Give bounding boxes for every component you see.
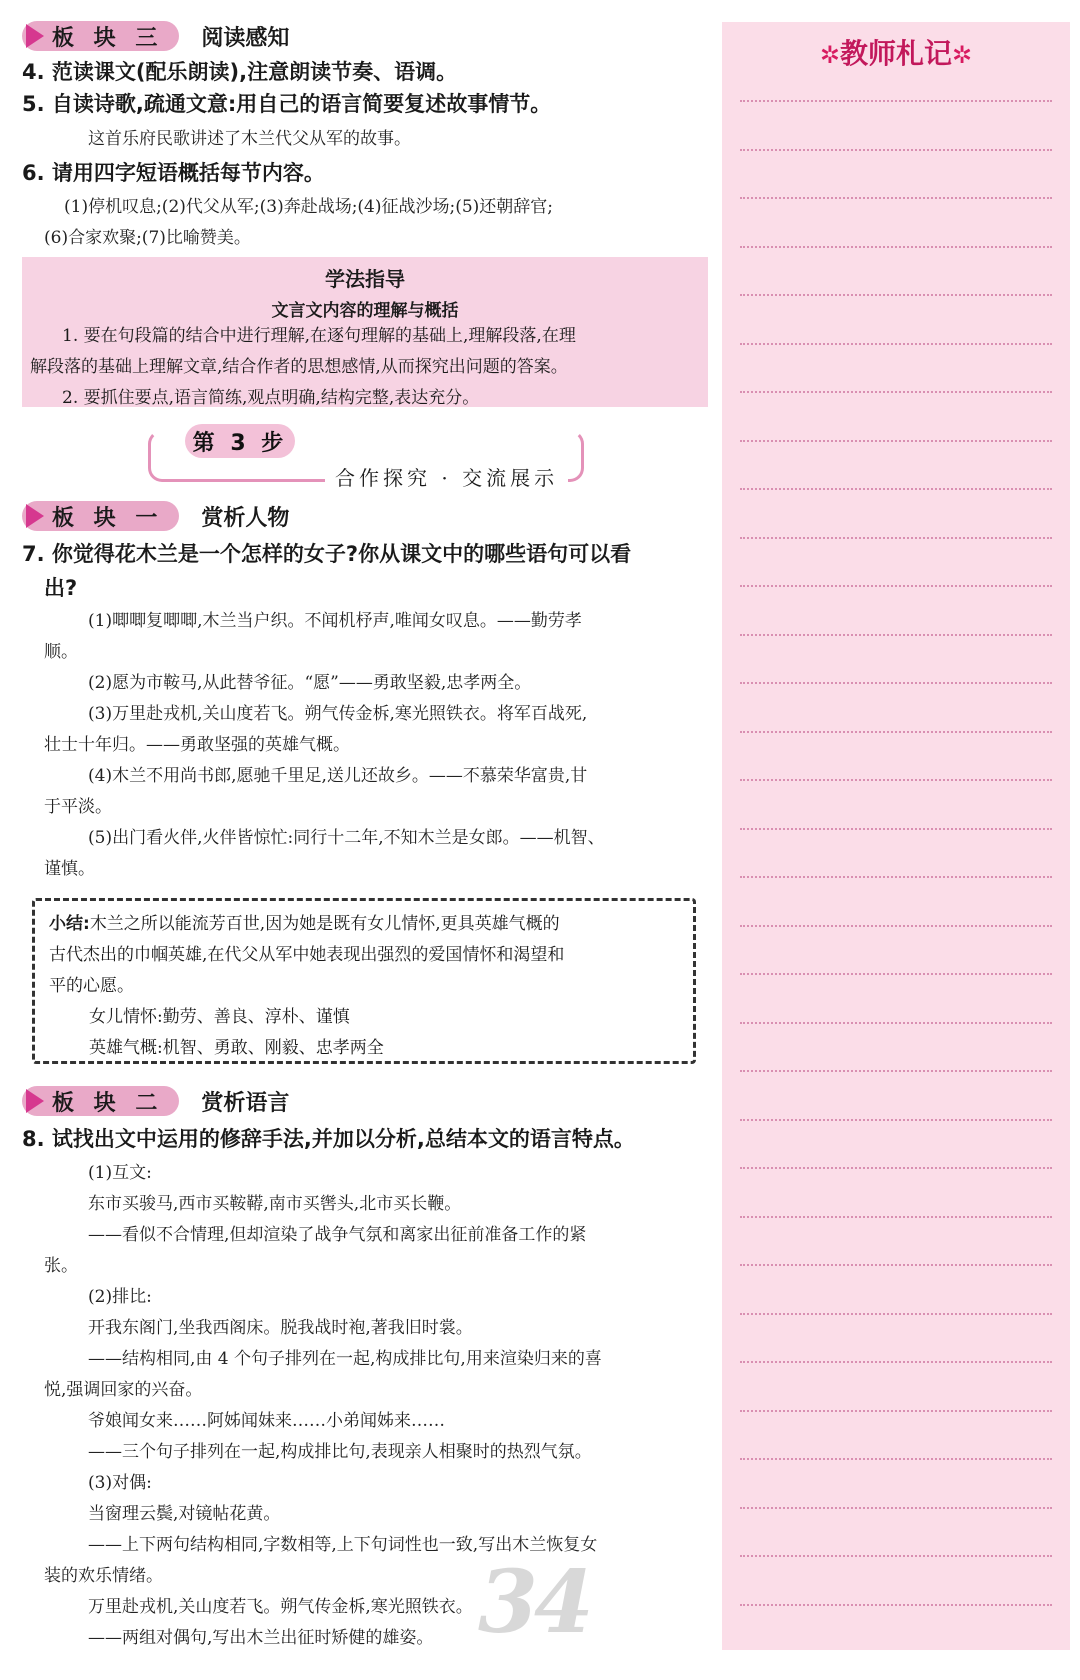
question-6: 6. 请用四字短语概括每节内容。 [22, 161, 325, 185]
note-line [740, 682, 1052, 684]
answer-8-l4: 张。 [44, 1256, 78, 1276]
answer-7-1-line2: 顺。 [44, 642, 78, 662]
answer-5: 这首乐府民歌讲述了木兰代父从军的故事。 [88, 129, 411, 149]
answer-8-l10: ——三个句子排列在一起,构成排比句,表现亲人相聚时的热烈气氛。 [88, 1442, 592, 1462]
answer-8-l9: 爷娘闻女来……阿姊闻妹来……小弟闻姊来…… [88, 1411, 445, 1431]
question-7-line2: 出? [44, 576, 78, 600]
answer-6-line2: (6)合家欢聚;(7)比喻赞美。 [44, 228, 251, 248]
block-tag: 板 块 一 [22, 501, 179, 531]
note-line [740, 585, 1052, 587]
answer-8-l14: 装的欢乐情绪。 [44, 1566, 163, 1586]
note-line [740, 197, 1052, 199]
step-label: 第 3 步 [185, 424, 295, 458]
note-line [740, 876, 1052, 878]
note-line [740, 779, 1052, 781]
question-7-line1: 7. 你觉得花木兰是一个怎样的女子?你从课文中的哪些语句可以看 [22, 542, 632, 566]
note-line [740, 1216, 1052, 1218]
summary-line4: 女儿情怀:勤劳、善良、淳朴、谨慎 [89, 1007, 350, 1027]
answer-8-l16: ——两组对偶句,写出木兰出征时矫健的雄姿。 [88, 1628, 434, 1648]
note-line [740, 391, 1052, 393]
answer-7-5-line2: 谨慎。 [44, 859, 95, 879]
note-line [740, 343, 1052, 345]
note-line [740, 1507, 1052, 1509]
note-line [740, 634, 1052, 636]
answer-8-l5: (2)排比: [88, 1287, 152, 1307]
guide-point-2: 2. 要抓住要点,语言简练,观点明确,结构完整,表达充分。 [62, 388, 480, 408]
answer-7-2: (2)愿为市鞍马,从此替爷征。“愿”——勇敢坚毅,忠孝两全。 [88, 673, 532, 693]
answer-7-3-line1: (3)万里赴戎机,关山度若飞。朔气传金柝,寒光照铁衣。将军百战死, [88, 704, 588, 724]
answer-7-5-line1: (5)出门看火伴,火伴皆惊忙:同行十二年,不知木兰是女郎。——机智、 [88, 828, 605, 848]
note-line [740, 1458, 1052, 1460]
teacher-notes-sidebar [722, 22, 1070, 1650]
note-line [740, 537, 1052, 539]
note-line [740, 1604, 1052, 1606]
play-triangle-icon [26, 1089, 44, 1113]
step-subtitle: 合作探究 · 交流展示 [325, 462, 568, 491]
guide-subtitle: 文言文内容的理解与概括 [271, 301, 459, 321]
study-guide-box [22, 257, 708, 407]
summary-line5: 英雄气概:机智、勇敢、刚毅、忠孝两全 [89, 1038, 384, 1058]
answer-8-l8: 悦,强调回家的兴奋。 [44, 1380, 203, 1400]
note-line [740, 925, 1052, 927]
summary-label: 小结: [49, 914, 90, 934]
section-header-block1 [22, 498, 289, 534]
note-line [740, 973, 1052, 975]
note-line [740, 488, 1052, 490]
block-tag: 板 块 三 [22, 21, 179, 51]
answer-7-3-line2: 壮士十年归。——勇敢坚强的英雄气概。 [44, 735, 350, 755]
note-line [740, 1070, 1052, 1072]
note-line [740, 246, 1052, 248]
answer-8-l13: ——上下两句结构相同,字数相等,上下句词性也一致,写出木兰恢复女 [88, 1535, 598, 1555]
note-line [740, 100, 1052, 102]
note-line [740, 1119, 1052, 1121]
section-header-block2 [22, 1083, 289, 1119]
play-triangle-icon [26, 24, 44, 48]
play-triangle-icon [26, 504, 44, 528]
page-number: 34 [478, 1552, 590, 1653]
flower-icon: ✲ [819, 41, 840, 69]
answer-8-l7: ——结构相同,由 4 个句子排列在一起,构成排比句,用来渲染归来的喜 [88, 1349, 602, 1369]
sidebar-title: ✲教师札记✲ [819, 37, 973, 70]
question-5: 5. 自读诗歌,疏通文意:用自己的语言简要复述故事情节。 [22, 92, 552, 116]
answer-7-4-line2: 于平淡。 [44, 797, 112, 817]
note-line [740, 731, 1052, 733]
summary-line3: 平的心愿。 [49, 976, 134, 996]
block-title: 阅读感知 [201, 25, 290, 51]
answer-8-l15: 万里赴戎机,关山度若飞。朔气传金柝,寒光照铁衣。 [88, 1597, 473, 1617]
note-line [740, 294, 1052, 296]
question-4: 4. 范读课文(配乐朗读),注意朗读节奏、语调。 [22, 60, 458, 84]
note-line [740, 1410, 1052, 1412]
note-line [740, 1264, 1052, 1266]
answer-8-l6: 开我东阁门,坐我西阁床。脱我战时袍,著我旧时裳。 [88, 1318, 473, 1338]
block-title: 赏析语言 [201, 1090, 290, 1116]
answer-8-l1: (1)互文: [88, 1163, 152, 1183]
block-tag: 板 块 二 [22, 1086, 179, 1116]
summary-line1: 小结:木兰之所以能流芳百世,因为她是既有女儿情怀,更具英雄气概的 [49, 914, 560, 934]
note-line [740, 1555, 1052, 1557]
answer-8-l3: ——看似不合情理,但却渲染了战争气氛和离家出征前准备工作的紧 [88, 1225, 587, 1245]
answer-8-l12: 当窗理云鬓,对镜帖花黄。 [88, 1504, 281, 1524]
guide-point-1-line1: 1. 要在句段篇的结合中进行理解,在逐句理解的基础上,理解段落,在理 [62, 326, 576, 346]
note-line [740, 149, 1052, 151]
answer-6-line1: (1)停机叹息;(2)代父从军;(3)奔赴战场;(4)征战沙场;(5)还朝辞官; [64, 197, 554, 217]
answer-8-l11: (3)对偶: [88, 1473, 152, 1493]
answer-8-l2: 东市买骏马,西市买鞍鞯,南市买辔头,北市买长鞭。 [88, 1194, 462, 1214]
note-line [740, 1361, 1052, 1363]
summary-line2: 古代杰出的巾帼英雄,在代父从军中她表现出强烈的爱国情怀和渴望和 [49, 945, 565, 965]
note-line [740, 1022, 1052, 1024]
note-line [740, 1167, 1052, 1169]
question-8: 8. 试找出文中运用的修辞手法,并加以分析,总结本文的语言特点。 [22, 1127, 635, 1151]
answer-7-4-line1: (4)木兰不用尚书郎,愿驰千里足,送儿还故乡。——不慕荣华富贵,甘 [88, 766, 588, 786]
flower-icon: ✲ [952, 41, 973, 69]
note-line [740, 828, 1052, 830]
note-line [740, 440, 1052, 442]
guide-title: 学法指导 [325, 267, 405, 291]
note-line [740, 1313, 1052, 1315]
guide-point-1-line2: 解段落的基础上理解文章,结合作者的思想感情,从而探究出问题的答案。 [30, 357, 568, 377]
block-title: 赏析人物 [201, 505, 290, 531]
section-header-block3 [22, 18, 289, 54]
answer-7-1-line1: (1)唧唧复唧唧,木兰当户织。不闻机杼声,唯闻女叹息。——勤劳孝 [88, 611, 582, 631]
summary-box [32, 898, 696, 1064]
